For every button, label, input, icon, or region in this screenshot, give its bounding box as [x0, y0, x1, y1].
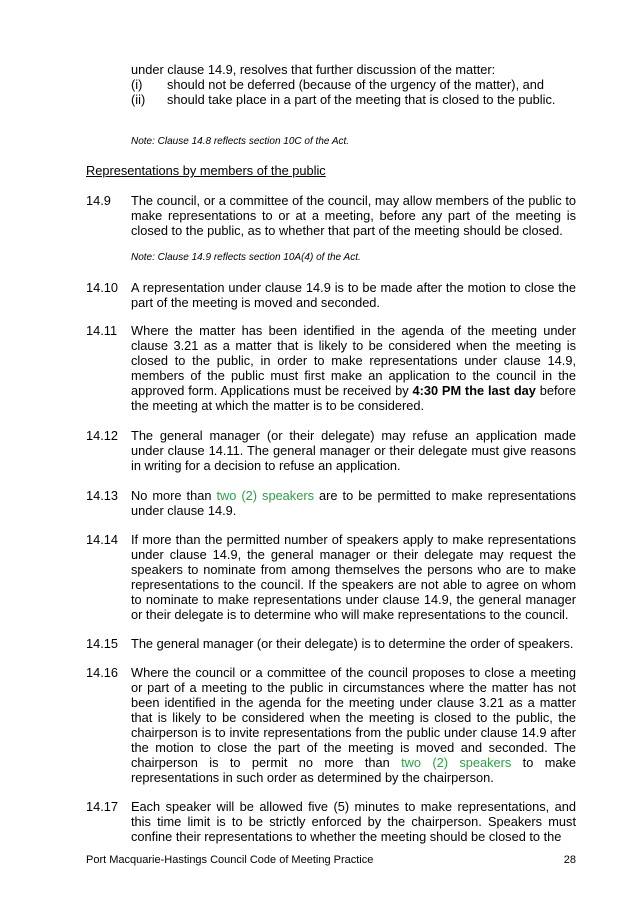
clause-number: 14.12 [86, 428, 119, 443]
clause-14-13 [86, 488, 576, 518]
clause-text: The general manager (or their delegate) may refuse an application made under clause 14.11. The general manager or their delegate must give reasons in writing for a decision to refuse an application. [131, 428, 576, 473]
clause-text: Each speaker will be allowed five (5) minutes to make representations, and this time limit is to be strictly enforced by the chairperson. Speakers must confine their representations to whether the meeting should be closed to the [131, 799, 576, 844]
intro-block [131, 62, 576, 107]
clause-number: 14.9 [86, 193, 111, 208]
clause-number: 14.16 [86, 665, 119, 680]
clause-number: 14.17 [86, 799, 119, 814]
note-clause-14-9: Note: Clause 14.9 reflects section 10A(4) of the Act. [131, 252, 361, 263]
sub-item [131, 92, 576, 107]
clause-text-part: No more than [131, 488, 217, 503]
clause-number: 14.11 [86, 323, 118, 338]
intro-lead: under clause 14.9, resolves that further discussion of the matter: [131, 62, 496, 77]
clause-text: A representation under clause 14.9 is to be made after the motion to close the part of the meeting is moved and seconded. [131, 280, 576, 310]
clause-14-11 [86, 323, 576, 413]
clause-text-part: before the meeting at which the matter is to be considered. [131, 383, 577, 413]
clause-text-part: Where the council or a committee of the council proposes to close a meeting or part of a meeting to the public in circumstances where the matter has not been identified in the agenda for the meeting under clause 3.21 as a matter that is likely to be considered when the meeting is closed to the public, the chairperson is to invite representations from the public under clause 14.9 after the motion to close the part of the meeting is moved and seconded. The chairperson is to permit no more than [131, 665, 576, 770]
clause-14-9 [86, 193, 576, 238]
sub-item-number: (ii) [131, 92, 146, 107]
deadline-emphasis: 4:30 PM the last day [412, 383, 536, 398]
clause-text [131, 323, 576, 413]
section-heading: Representations by members of the public [86, 163, 326, 178]
page-footer [86, 854, 576, 867]
clause-14-12 [86, 428, 576, 473]
clause-number: 14.14 [86, 532, 119, 547]
footer-title: Port Macquarie-Hastings Council Code of Meeting Practice [86, 854, 374, 866]
clause-14-16 [86, 665, 576, 785]
clause-number: 14.10 [86, 280, 119, 295]
sub-item-number: (i) [131, 77, 143, 92]
clause-text [131, 488, 576, 518]
clause-text: The council, or a committee of the council, may allow members of the public to make representations to or at a meeting, before any part of the meeting is closed to the public, as to whether that part of the meeting should be closed. [131, 193, 576, 238]
sub-item [131, 77, 576, 92]
clause-14-10 [86, 280, 576, 310]
page-number: 28 [563, 854, 576, 866]
clause-text: The general manager (or their delegate) is to determine the order of speakers. [131, 636, 574, 651]
sub-item-text: should take place in a part of the meeting that is closed to the public. [167, 92, 556, 107]
clause-text-part: to make representations in such order as determined by the chairperson. [131, 755, 577, 785]
speaker-limit-highlight: two (2) speakers [401, 755, 512, 770]
clause-number: 14.13 [86, 488, 119, 503]
clause-number: 14.15 [86, 636, 119, 651]
clause-14-17 [86, 799, 576, 844]
sub-item-text: should not be deferred (because of the urgency of the matter), and [167, 77, 545, 92]
clause-text [131, 665, 576, 785]
note-clause-14-8: Note: Clause 14.8 reflects section 10C of the Act. [131, 136, 350, 147]
clause-text-part: Where the matter has been identified in the agenda of the meeting under clause 3.21 as a matter that is likely to be considered when the meeting is closed to the public, in order to make representations under clause 14.9, members of the public must first make an application to the council in the approved form. Applications must be received by [131, 323, 576, 398]
clause-text-part: are to be permitted to make representations under clause 14.9. [131, 488, 577, 518]
clause-14-15 [86, 636, 576, 651]
speaker-limit-highlight: two (2) speakers [216, 488, 314, 503]
clause-14-14 [86, 532, 576, 622]
clause-text: If more than the permitted number of speakers apply to make representations under clause 14.9, the general manager or their delegate may request the speakers to nominate from among themselves the persons who are to make representations to the council. If the speakers are not able to agree on whom to nominate to make representations under clause 14.9, the general manager or their delegate is to determine who will make representations to the council. [131, 532, 576, 622]
